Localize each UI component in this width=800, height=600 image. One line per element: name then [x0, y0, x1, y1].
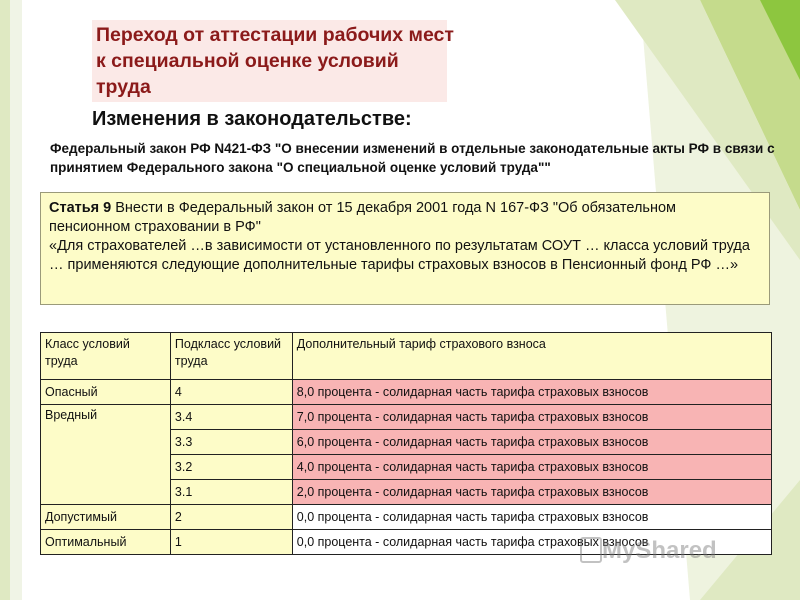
page-title: Переход от аттестации рабочих мест к специальной оценке условий труда: [96, 24, 454, 98]
table-row: [41, 505, 772, 530]
table-header-row: [41, 333, 772, 380]
article-label: Статья 9: [49, 200, 112, 216]
watermark-icon: [580, 537, 602, 563]
article-text-1: Внести в Федеральный закон от 15 декабря 2001 года N 167-ФЗ "Об обязательном пенсионном страховании в РФ": [49, 200, 677, 235]
header-subclass: Подкласс условий труда: [170, 333, 292, 380]
header-rate: Дополнительный тариф страхового взноса: [292, 333, 771, 380]
article-line-2: «Для страхователей …в зависимости от установленного по результатам СОУТ … класса условий труда … применяются следующие дополнительные тарифы страховых взносов в Пенсионный фонд РФ …»: [49, 238, 750, 273]
cell-class: Опасный: [41, 380, 171, 405]
cell-subclass: 3.1: [170, 480, 292, 505]
cell-rate: 8,0 процента - солидарная часть тарифа страховых взносов: [292, 380, 771, 405]
table-row: [41, 380, 772, 405]
watermark: MyShared: [602, 537, 717, 564]
header-class: Класс условий труда: [41, 333, 171, 380]
cell-subclass: 2: [170, 505, 292, 530]
cell-subclass: 4: [170, 380, 292, 405]
cell-class: Допустимый: [41, 505, 171, 530]
cell-rate: 4,0 процента - солидарная часть тарифа страховых взносов: [292, 455, 771, 480]
cell-rate: 6,0 процента - солидарная часть тарифа страховых взносов: [292, 430, 771, 455]
article-box: [40, 192, 770, 305]
table-row: [41, 405, 772, 430]
section-subtitle: Изменения в законодательстве:: [92, 108, 412, 130]
rates-table: [40, 332, 772, 555]
cell-rate: 0,0 процента - солидарная часть тарифа страховых взносов: [292, 530, 771, 555]
cell-subclass: 3.4: [170, 405, 292, 430]
cell-class: Вредный: [41, 405, 171, 505]
cell-rate: 0,0 процента - солидарная часть тарифа страховых взносов: [292, 505, 771, 530]
article-line-1: [49, 199, 761, 237]
cell-subclass: 3.3: [170, 430, 292, 455]
cell-subclass: 1: [170, 530, 292, 555]
cell-rate: 7,0 процента - солидарная часть тарифа страховых взносов: [292, 405, 771, 430]
cell-class: Оптимальный: [41, 530, 171, 555]
law-reference: Федеральный закон РФ N421-ФЗ "О внесении изменений в отдельные законодательные акты РФ в связи с принятием Федерального закона "О специальной оценке условий труда"": [50, 141, 775, 175]
cell-subclass: 3.2: [170, 455, 292, 480]
cell-rate: 2,0 процента - солидарная часть тарифа страховых взносов: [292, 480, 771, 505]
